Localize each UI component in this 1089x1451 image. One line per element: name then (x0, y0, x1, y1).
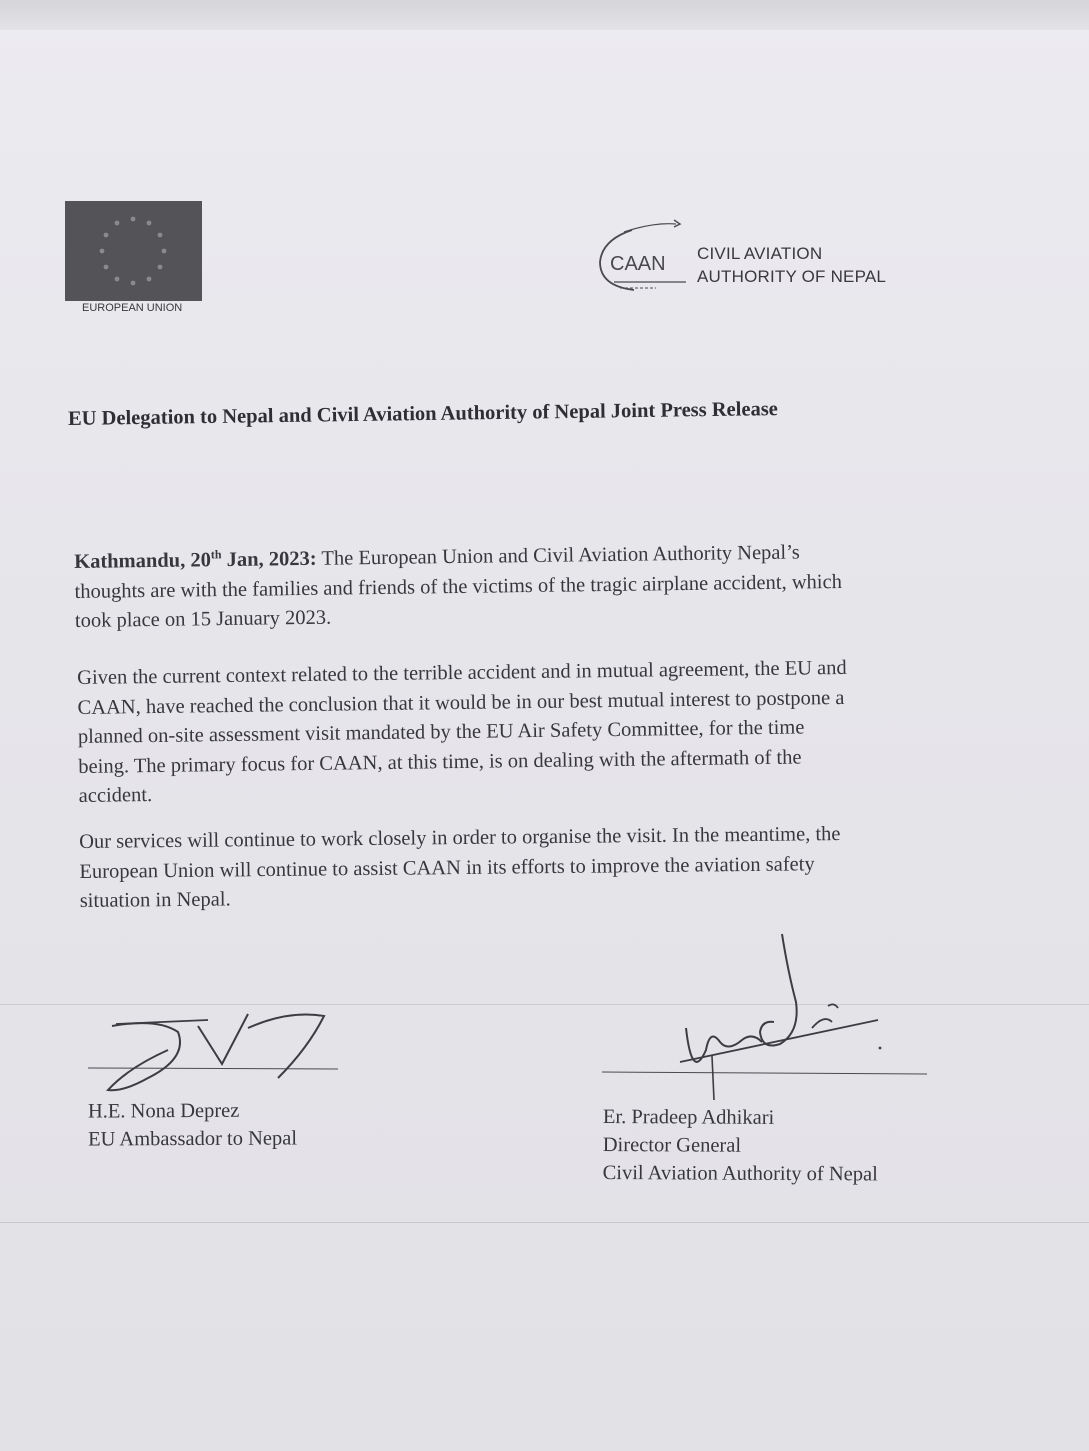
text-line: accident. (78, 784, 153, 807)
document-title: EU Delegation to Nepal and Civil Aviation Authority of Nepal Joint Press Release (67, 398, 778, 430)
paper-top-edge (0, 0, 1089, 30)
signatory-right (603, 1103, 879, 1188)
text-line: being. The primary focus for CAAN, at this time, is on dealing with the aftermath of the (78, 746, 802, 778)
caan-name (697, 242, 886, 288)
text-line: situation in Nepal. (79, 888, 231, 912)
paragraph-continuation (79, 820, 841, 916)
signature-left (88, 1008, 340, 1098)
text-line: Given the current context related to the terrible accident and in mutual agreement, the EU and (77, 656, 847, 689)
text-line: Our services will continue to work closely in order to organise the visit. In the meantime, the (79, 823, 841, 853)
caan-mark: CAAN (610, 253, 666, 275)
paragraph-intro (74, 538, 842, 637)
paper-fold-line (0, 1222, 1089, 1223)
text-line: thoughts are with the families and friends of the victims of the tragic airplane accident, which (74, 570, 843, 603)
text-line: European Union will continue to assist CAAN in its efforts to improve the aviation safety (79, 852, 815, 883)
text-line: CAAN, have reached the conclusion that it would be in our best mutual interest to postpone a (77, 686, 845, 719)
eu-flag-logo (65, 201, 202, 301)
text-line: The European Union and Civil Aviation Authority Nepal’s (316, 541, 800, 570)
signatory-org: Civil Aviation Authority of Nepal (602, 1161, 878, 1186)
eu-caption: EUROPEAN UNION (82, 302, 183, 314)
signature-right (602, 932, 932, 1102)
signatory-title: Director General (602, 1133, 742, 1157)
caan-name-line: CIVIL AVIATION (697, 244, 823, 263)
dateline: Kathmandu, 20th Jan, 2023: (74, 547, 317, 573)
signatory-name: H.E. Nona Deprez (87, 1099, 240, 1123)
signatory-name: Er. Pradeep Adhikari (602, 1106, 775, 1129)
text-line: took place on 15 January 2023. (74, 606, 332, 632)
caan-name-line: AUTHORITY OF NEPAL (697, 267, 887, 286)
caan-emblem-logo (594, 216, 694, 298)
paragraph-postponement (77, 654, 848, 812)
text-line: planned on-site assessment visit mandated by the EU Air Safety Committee, for the time (77, 716, 805, 748)
signatory-title: EU Ambassador to Nepal (88, 1127, 298, 1151)
signatory-left (88, 1096, 297, 1153)
